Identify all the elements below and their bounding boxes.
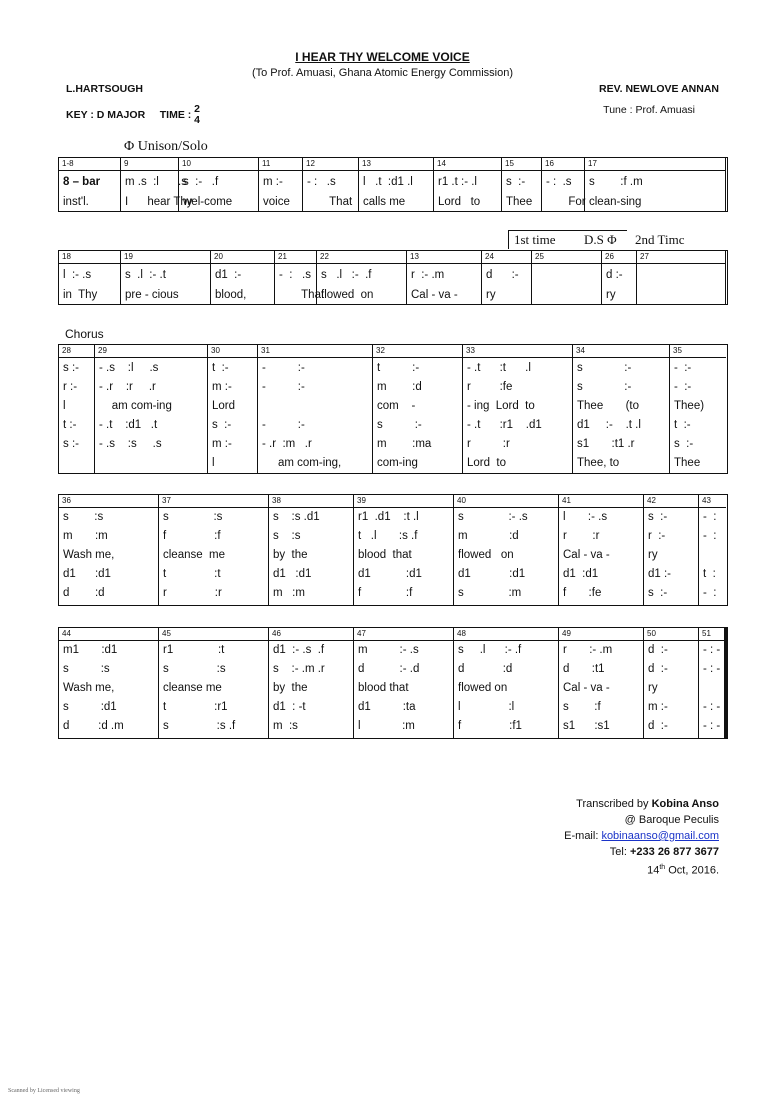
tel-line: Tel: +233 26 877 3677 [609,846,719,858]
notation-line: f :f [163,530,221,542]
notation-line: t :r1 [163,701,228,713]
measure-28 [59,345,95,473]
notation-line: am com-ing, [262,457,342,469]
measure-46 [269,628,354,738]
notation-line: That [307,196,353,208]
measure-24 [482,251,532,304]
notation-line: blood, [215,289,247,301]
time-top: 2 [194,103,201,115]
score-system-1 [58,157,728,212]
measure-48 [454,628,559,738]
measure-number: 48 [454,628,558,641]
notation-line: l [63,400,66,412]
chorus-label: Chorus [65,327,104,341]
measure-number: 1-8 [59,158,120,171]
measure-number: 9 [121,158,178,171]
measure-number: 17 [585,158,725,171]
notation-line: Lord to [467,457,506,469]
arranger: REV. NEWLOVE ANNAN [599,83,719,95]
score-system-3 [58,344,728,474]
notation-line: s :s [273,530,301,542]
notation-line: flowed on [458,682,508,694]
measure-18 [59,251,121,304]
measure-17 [585,158,726,211]
measure-49 [559,628,644,738]
measure-43 [699,495,726,605]
notation-line: s .l :- .f [321,269,372,281]
notation-line: d :- [606,269,623,281]
measure-number: 31 [258,345,372,358]
notation-line: r :fe [467,381,513,393]
notation-line: s :- [577,381,632,393]
notation-line: d :d .m [63,720,124,732]
notation-line: m :s [273,720,298,732]
organization: @ Baroque Peculis [624,814,719,826]
measure-number: 50 [644,628,698,641]
measure-number: 47 [354,628,453,641]
notation-line: s :- [63,362,79,374]
transcriber-name: Kobina Anso [651,798,719,810]
notation-line: s :- [674,438,694,450]
measure-number: 41 [559,495,643,508]
footer-watermark: Scanned by Licensed viewing [8,1088,80,1094]
measure-51 [699,628,726,738]
measure-37 [159,495,269,605]
notation-line: m :d [458,530,519,542]
notation-line: s :d1 [63,701,117,713]
measure-number: 21 [275,251,316,264]
measure-41 [559,495,644,605]
notation-line: am com-ing [99,400,172,412]
measure-34 [573,345,670,473]
notation-line: r :- .m [563,644,613,656]
notation-line: d :d [458,663,513,675]
notation-line: s :s [163,511,223,523]
notation-line: f :f [358,587,413,599]
measure-39 [354,495,454,605]
notation-line: ry [606,289,616,301]
notation-line: by the [273,549,308,561]
notation-line: - :- [674,362,692,374]
notation-line: - :- [674,381,692,393]
notation-line: d1 :- .t .l [577,419,641,431]
notation-line: t :- [377,362,420,374]
notation-line: Lord to [438,196,481,208]
notation-line: Thee (to [577,400,639,412]
notation-line: s :s [63,663,110,675]
time-signature [194,104,200,126]
measure-number: 37 [159,495,268,508]
notation-line: s1 :t1 .r [577,438,635,450]
measure-number: 38 [269,495,353,508]
measure-22 [317,251,407,304]
notation-line: - .t :t .l [467,362,531,374]
notation-line: - :- [262,381,305,393]
notation-line: d1 :d1 [358,568,422,580]
measure-11 [259,158,303,211]
unison-label: Φ Unison/Solo [124,139,208,154]
notation-line: - : [703,511,717,523]
notation-line: d1 :d1 [458,568,526,580]
notation-line: s :s [63,511,104,523]
measure-number: 40 [454,495,558,508]
notation-line: l :l [458,701,515,713]
date-line: 14th Oct, 2016. [647,864,719,877]
notation-line: clean-sing [589,196,642,208]
email-link[interactable]: kobinaanso@gmail.com [601,830,719,842]
notation-line: Wash me, [63,549,115,561]
notation-line: m :- [212,438,232,450]
measure-10 [179,158,259,211]
notation-line: s :- [63,438,79,450]
notation-line: s :- [648,511,668,523]
notation-line: Cal - va - [411,289,458,301]
notation-line: s :- .f [183,176,219,188]
notation-line: t :- [674,419,691,431]
measure-number: 20 [211,251,274,264]
score-system-5 [58,627,728,739]
notation-line: m :- [648,701,668,713]
measure-20 [211,251,275,304]
notation-line: - .r :m .r [262,438,312,450]
notation-line: wel-come [183,196,233,208]
notation-line: ry [648,549,658,561]
notation-line: inst'l. [63,196,89,208]
notation-line: For [546,196,586,208]
notation-line: Thee [674,457,701,469]
notation-line: pre - cious [125,289,179,301]
measure-number: 51 [699,628,725,641]
time-label: TIME : [159,108,192,121]
measure-27 [637,251,726,304]
measure-number: 34 [573,345,669,358]
measure-25 [532,251,602,304]
notation-line: s :- .m .r [273,663,325,675]
measure-13 [359,158,434,211]
key-signature: KEY : D MAJOR [66,108,146,121]
final-barline [724,628,727,738]
notation-line: I hear Thy [125,196,193,208]
notation-line: - .r :r .r [99,381,156,393]
measure-26 [602,251,637,304]
measure-31 [258,345,373,473]
measure-number: 29 [95,345,207,358]
notation-line: - : .s [279,269,311,281]
notation-line: - ing Lord to [467,400,535,412]
notation-line: m :m [273,587,305,599]
notation-line: d :d [63,587,105,599]
notation-line: Thee) [674,400,705,412]
measure-47 [354,628,454,738]
notation-line: d1 :- [215,269,242,281]
notation-line: l :- .s [63,269,92,281]
notation-line: s :s .f [163,720,236,732]
notation-line: cleanse me [163,549,226,561]
notation-line: blood that [358,682,409,694]
measure-number: 36 [59,495,158,508]
notation-line: m :m [63,530,108,542]
measure-number: 24 [482,251,531,264]
measure-number: 42 [644,495,698,508]
notation-line: Cal - va - [563,682,610,694]
measure-number: 49 [559,628,643,641]
volta-1st: 1st time [514,232,556,247]
measure-number: 15 [502,158,541,171]
notation-line: - : - [703,701,721,713]
measure-number: 13 [407,251,481,264]
measure-45 [159,628,269,738]
measure-number: 19 [121,251,210,264]
notation-line: s :f .m [589,176,643,188]
notation-line: d1 :d1 [563,568,599,580]
notation-line: Cal - va - [563,549,610,561]
notation-line: - .s :l .s [99,362,159,374]
ds-mark: D.S Φ [584,232,617,247]
measure-36 [59,495,159,605]
notation-line: m1 :d1 [63,644,118,656]
measure-42 [644,495,699,605]
notation-line: - : .s [307,176,336,188]
notation-line: Lord [212,400,236,412]
notation-line: s :- [377,419,422,431]
measure-number: 22 [317,251,406,264]
notation-line: ry [486,289,496,301]
notation-line: - .s :s .s [99,438,162,450]
notation-line: com - [377,400,416,412]
notation-line: 8 – bar [63,176,101,188]
score-system-2 [58,250,728,305]
notation-line: f :f1 [458,720,522,732]
notation-line: d :- [486,269,519,281]
notation-line: t .l :s .f [358,530,418,542]
notation-line: s :s .d1 [273,511,320,523]
notation-line: - : - [703,720,721,732]
notation-line: by the [273,682,308,694]
notation-line: - : .s [546,176,572,188]
notation-line: flowed on [458,549,514,561]
measure-number: 27 [637,251,725,264]
notation-line: - : - [703,644,721,656]
dedication: (To Prof. Amuasi, Ghana Atomic Energy Commission) [251,67,514,79]
notation-line: - :- [262,362,305,374]
notation-line: r1 .t :- .l [438,176,477,188]
notation-line: d1 : -t [273,701,306,713]
notation-line: s :f [563,701,601,713]
measure-33 [463,345,573,473]
measure-number: 18 [59,251,120,264]
notation-line: r :- .m [411,269,445,281]
composer: L.HARTSOUGH [66,83,143,95]
email-line: E-mail: kobinaanso@gmail.com [564,830,719,842]
notation-line: flowed on [321,289,374,301]
time-bottom: 4 [194,114,201,126]
notation-line: - : [703,587,717,599]
notation-line: m :- .s [358,644,419,656]
notation-line: d1 :- [648,568,672,580]
credits [564,796,719,879]
measure-number: 25 [532,251,601,264]
measure-number: 10 [179,158,258,171]
score-system-4 [58,494,728,606]
tune-credit: Tune : Prof. Amuasi [603,104,695,116]
measure-30 [208,345,258,473]
measure-32 [373,345,463,473]
volta-2nd: 2nd Timc [635,232,685,247]
notation-line: d1 :d1 [273,568,312,580]
notation-line: Wash me, [63,682,115,694]
measure-1-8 [59,158,121,211]
measure-16 [542,158,585,211]
measure-number: 14 [434,158,501,171]
notation-line: Thee [506,196,533,208]
measure-40 [454,495,559,605]
notation-line: s :m [458,587,522,599]
notation-line: calls me [363,196,406,208]
notation-line: s :- [506,176,526,188]
notation-line: d :- [648,644,668,656]
measure-15 [502,158,542,211]
notation-line: t :t [163,568,221,580]
notation-line: s :- [212,419,232,431]
notation-line: t : [703,568,716,580]
notation-line: l :m [358,720,415,732]
notation-line: l [212,457,215,469]
notation-line: Thee, to [577,457,620,469]
notation-line: r :r [467,438,510,450]
measure-number: 12 [303,158,358,171]
notation-line: m :- [212,381,232,393]
measure-number: 26 [602,251,636,264]
notation-line: s1 :s1 [563,720,610,732]
measure-14 [434,158,502,211]
notation-line: s :- [648,587,668,599]
notation-line: m :- [263,176,283,188]
notation-line: s :- .s [458,511,528,523]
measure-number: 33 [463,345,572,358]
notation-line: t :- [212,362,229,374]
measure-35 [670,345,726,473]
notation-line: l .t :d1 .l [363,176,413,188]
measure-29 [95,345,208,473]
measure-number: 35 [670,345,726,358]
measure-number: 11 [259,158,302,171]
notation-line: blood that [358,549,412,561]
notation-line: d :t1 [563,663,605,675]
notation-line: - .t :d1 .t [99,419,158,431]
notation-line: - : [703,530,717,542]
notation-line: t :- [63,419,77,431]
notation-line: d :- .d [358,663,420,675]
notation-line: s :s [163,663,226,675]
notation-line: That [279,289,325,301]
notation-line: - : - [703,663,721,675]
measure-number: 46 [269,628,353,641]
measure-38 [269,495,354,605]
notation-line: s .l :- .f [458,644,522,656]
notation-line: f :fe [563,587,602,599]
measure-12 [303,158,359,211]
notation-line: - :- [262,419,305,431]
notation-line: r :- [648,530,666,542]
notation-line: - .t :r1 .d1 [467,419,542,431]
notation-line: in Thy [63,289,98,301]
notation-line: com-ing [377,457,418,469]
measure-50 [644,628,699,738]
notation-line: s :- [577,362,632,374]
notation-line: r :r [163,587,222,599]
notation-line: m :d [377,381,422,393]
notation-line: ry [648,682,658,694]
measure-number: 39 [354,495,453,508]
notation-line: d1 :ta [358,701,416,713]
measure-13 [407,251,482,304]
measure-number: 44 [59,628,158,641]
tel-number: +233 26 877 3677 [629,846,719,858]
notation-line: r1 :t [163,644,225,656]
song-title: I HEAR THY WELCOME VOICE [295,50,470,64]
measure-number: 28 [59,345,94,358]
notation-line: s .l :- .t [125,269,166,281]
notation-line: r1 .d1 :t .l [358,511,419,523]
measure-44 [59,628,159,738]
measure-number: 30 [208,345,257,358]
measure-number: 45 [159,628,268,641]
key-time [66,104,200,126]
notation-line: d :- [648,720,668,732]
measure-number: 43 [699,495,726,508]
notation-line: r :- [63,381,78,393]
notation-line: cleanse me [163,682,222,694]
notation-line: d :- [648,663,668,675]
measure-number: 32 [373,345,462,358]
notation-line: r :r [563,530,600,542]
measure-19 [121,251,211,304]
notation-line: voice [263,196,290,208]
transcriber-line: Transcribed by Kobina Anso [576,798,719,810]
measure-number: 16 [542,158,584,171]
notation-line: m .s :l .s [125,176,187,188]
notation-line: m :ma [377,438,432,450]
notation-line: d1 :- .s .f [273,644,325,656]
notation-line: l :- .s [563,511,608,523]
measure-number: 13 [359,158,433,171]
notation-line: d1 :d1 [63,568,111,580]
